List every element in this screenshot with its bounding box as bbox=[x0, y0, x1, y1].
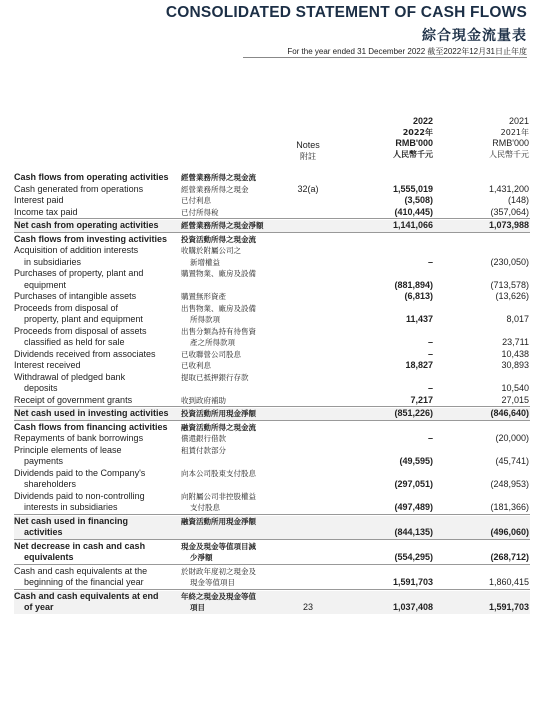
row-label-en: Cash generated from operations bbox=[14, 183, 144, 194]
table-row bbox=[14, 207, 530, 219]
value-2022: (844,135) bbox=[394, 527, 433, 537]
row-label-zh: 租賃付款部分 bbox=[181, 445, 226, 455]
row-label-zh: 項目 bbox=[190, 603, 205, 612]
row-label-zh: 融資活動所用現金淨額 bbox=[181, 516, 256, 526]
value-2021: 30,893 bbox=[501, 360, 529, 370]
row-label-zh: 少淨額 bbox=[190, 553, 213, 562]
row-label-zh: 已付所得稅 bbox=[181, 207, 219, 217]
table-row bbox=[14, 303, 530, 315]
row-label-en: beginning of the financial year bbox=[24, 577, 144, 587]
row-divider bbox=[14, 218, 530, 219]
notes-label: Notes bbox=[296, 140, 320, 150]
statement-subtitle: For the year ended 31 December 2022 截至2022年12月31日止年度 bbox=[287, 47, 527, 56]
table-row bbox=[14, 314, 530, 326]
row-label-en: Cash flows from operating activities bbox=[14, 172, 169, 182]
value-2022: (410,445) bbox=[394, 206, 433, 217]
row-label-en: Income tax paid bbox=[14, 206, 78, 217]
value-2021: 1,431,200 bbox=[488, 183, 529, 194]
row-label-en: interests in subsidiaries bbox=[24, 502, 118, 512]
value-2022: – bbox=[427, 256, 433, 267]
value-2022: 11,437 bbox=[405, 314, 433, 324]
value-2021: (13,626) bbox=[495, 291, 529, 301]
unit-2021: RMB'000 bbox=[492, 138, 529, 148]
table-row bbox=[14, 516, 530, 528]
table-row bbox=[14, 172, 530, 184]
table-row bbox=[14, 349, 530, 361]
value-2022: (49,595) bbox=[399, 456, 433, 466]
row-label-zh: 收購於附屬公司之 bbox=[181, 246, 241, 255]
row-divider bbox=[14, 232, 530, 233]
row-label-zh: 償還銀行借款 bbox=[181, 434, 226, 443]
row-label-en: Withdrawal of pledged bank bbox=[14, 371, 126, 382]
row-label-zh: 經營業務所得之現金淨額 bbox=[181, 221, 264, 230]
row-label-zh: 出售分類為持有待售資 bbox=[181, 326, 256, 336]
row-divider bbox=[14, 406, 530, 407]
row-note: 23 bbox=[302, 602, 313, 612]
row-divider bbox=[14, 564, 530, 565]
value-2021: (148) bbox=[507, 195, 529, 205]
notes-label-zh: 附註 bbox=[300, 152, 316, 161]
table-row bbox=[14, 456, 530, 468]
row-label-en: Purchases of property, plant and bbox=[14, 268, 144, 278]
row-label-zh: 向附屬公司非控股權益 bbox=[181, 491, 256, 501]
row-label-en: Net cash from operating activities bbox=[14, 220, 159, 230]
value-2021: 1,591,703 bbox=[488, 602, 529, 612]
row-label-zh: 投資活動所得之現金流 bbox=[181, 234, 256, 244]
table-row bbox=[14, 234, 530, 246]
value-2021: 1,860,415 bbox=[488, 577, 529, 587]
row-label-zh: 已收聯營公司股息 bbox=[181, 349, 241, 359]
row-divider bbox=[14, 589, 530, 590]
row-label-en: Cash and cash equivalents at the bbox=[14, 565, 148, 576]
row-label-zh: 購置無形資產 bbox=[181, 292, 226, 301]
row-label-zh: 新增權益 bbox=[190, 257, 220, 267]
row-label-zh: 購置物業、廠房及設備 bbox=[181, 269, 256, 278]
table-row bbox=[14, 527, 530, 539]
row-label-en: Interest paid bbox=[14, 195, 64, 205]
row-label-zh: 融資活動所得之現金流 bbox=[181, 422, 256, 432]
row-label-zh: 提取已抵押銀行存款 bbox=[181, 372, 249, 382]
table-row bbox=[14, 445, 530, 457]
table-row bbox=[14, 566, 530, 578]
year-2021-zh: 2021年 bbox=[500, 128, 529, 137]
row-label-en: equipment bbox=[24, 279, 67, 290]
row-label-en: payments bbox=[24, 456, 64, 466]
table-row bbox=[14, 383, 530, 395]
row-label-zh: 經營業務所得之現金流 bbox=[181, 173, 256, 182]
statement-title-zh: 綜合現金流量表 bbox=[422, 28, 527, 44]
table-row bbox=[14, 280, 530, 292]
table-row bbox=[14, 541, 530, 553]
unit-2022: RMB'000 bbox=[395, 138, 433, 148]
table-row bbox=[14, 337, 530, 349]
value-2022: (3,508) bbox=[404, 195, 433, 205]
row-label-en: Dividends paid to non-controlling bbox=[14, 490, 145, 501]
table-row bbox=[14, 577, 530, 589]
row-label-en: shareholders bbox=[24, 479, 77, 489]
row-label-en: Proceeds from disposal of bbox=[14, 302, 119, 313]
row-label-zh: 投資活動所用現金淨額 bbox=[181, 409, 256, 418]
table-row bbox=[14, 479, 530, 491]
row-label-zh: 現金及現金等值項目減 bbox=[181, 541, 256, 551]
year-2022-zh: 2022年 bbox=[402, 128, 433, 137]
value-2022: 7,217 bbox=[410, 394, 433, 405]
table-row bbox=[14, 408, 530, 420]
table-row bbox=[14, 552, 530, 564]
row-label-zh: 所得款項 bbox=[190, 315, 220, 324]
value-2022: – bbox=[427, 383, 433, 393]
table-row bbox=[14, 195, 530, 207]
row-label-en: Cash flows from financing activities bbox=[14, 421, 168, 432]
value-2022: 1,037,408 bbox=[392, 602, 433, 612]
row-label-zh: 已付利息 bbox=[181, 196, 211, 205]
row-label-en: Net decrease in cash and cash bbox=[14, 540, 146, 551]
row-label-en: classified as held for sale bbox=[24, 337, 125, 347]
row-label-en: Dividends received from associates bbox=[14, 348, 156, 359]
row-label-en: Purchases of intangible assets bbox=[14, 291, 137, 301]
row-label-en: Proceeds from disposal of assets bbox=[14, 325, 147, 336]
row-label-zh: 已收利息 bbox=[181, 361, 211, 370]
table-row bbox=[14, 395, 530, 407]
value-2021: 27,015 bbox=[501, 394, 529, 405]
table-row bbox=[14, 184, 530, 196]
row-divider bbox=[14, 420, 530, 421]
row-note: 32(a) bbox=[297, 183, 319, 194]
table-row bbox=[14, 422, 530, 434]
cash-flow-table bbox=[14, 172, 530, 614]
row-label-zh: 向本公司股東支付股息 bbox=[181, 468, 256, 478]
value-2021: (268,712) bbox=[490, 552, 529, 562]
row-label-en: of year bbox=[24, 602, 54, 612]
table-row bbox=[14, 468, 530, 480]
row-label-en: activities bbox=[24, 527, 63, 537]
value-2021: (496,060) bbox=[490, 527, 529, 537]
value-2022: 1,141,066 bbox=[392, 220, 433, 230]
row-label-en: equivalents bbox=[24, 552, 74, 562]
row-label-zh: 收到政府補助 bbox=[181, 395, 226, 405]
value-2022: – bbox=[427, 433, 433, 443]
row-label-en: Net cash used in investing activities bbox=[14, 408, 169, 418]
row-label-en: deposits bbox=[24, 383, 58, 393]
row-label-en: Cash flows from investing activities bbox=[14, 233, 168, 244]
row-label-zh: 年終之現金及現金等值 bbox=[181, 591, 256, 601]
table-row bbox=[14, 360, 530, 372]
row-label-zh: 現金等值項目 bbox=[190, 578, 235, 587]
year-2021: 2021 bbox=[508, 116, 529, 126]
value-2022: 18,827 bbox=[405, 360, 433, 370]
value-2021: 10,438 bbox=[501, 348, 529, 359]
title-rule bbox=[243, 57, 527, 58]
row-label-en: Dividends paid to the Company's bbox=[14, 467, 146, 478]
row-label-zh: 出售物業、廠房及設備 bbox=[181, 303, 256, 313]
table-row bbox=[14, 257, 530, 269]
statement-title: CONSOLIDATED STATEMENT OF CASH FLOWS bbox=[165, 4, 527, 21]
row-label-zh: 產之所得款項 bbox=[190, 338, 235, 347]
table-row bbox=[14, 326, 530, 338]
row-label-en: Net cash used in financing bbox=[14, 515, 129, 526]
row-label-en: in subsidiaries bbox=[24, 256, 82, 267]
value-2021: (20,000) bbox=[495, 433, 529, 443]
unit-2022-zh: 人民幣千元 bbox=[393, 150, 433, 159]
table-row bbox=[14, 245, 530, 257]
row-label-en: Repayments of bank borrowings bbox=[14, 433, 144, 443]
value-2021: (846,640) bbox=[490, 408, 529, 418]
value-2022: (497,489) bbox=[394, 502, 433, 512]
table-row bbox=[14, 591, 530, 603]
value-2022: – bbox=[427, 337, 433, 347]
value-2022: (6,813) bbox=[404, 291, 433, 301]
value-2021: (45,741) bbox=[495, 456, 529, 466]
value-2022: 1,555,019 bbox=[392, 183, 433, 194]
row-label-zh: 於財政年度初之現金及 bbox=[181, 566, 256, 576]
value-2022: (881,894) bbox=[394, 279, 433, 290]
row-label-zh: 支付股息 bbox=[190, 503, 220, 512]
value-2021: (713,578) bbox=[490, 279, 529, 290]
column-header-2021 bbox=[455, 116, 529, 160]
row-divider bbox=[14, 514, 530, 515]
table-row bbox=[14, 602, 530, 614]
table-row bbox=[14, 491, 530, 503]
row-label-en: Acquisition of addition interests bbox=[14, 245, 139, 255]
value-2022: (851,226) bbox=[394, 408, 433, 418]
column-header-2022 bbox=[360, 116, 433, 160]
row-label-en: Principle elements of lease bbox=[14, 444, 122, 455]
value-2021: 1,073,988 bbox=[488, 220, 529, 230]
value-2021: 23,711 bbox=[502, 337, 529, 347]
table-row bbox=[14, 220, 530, 232]
unit-2021-zh: 人民幣千元 bbox=[489, 150, 529, 159]
table-row bbox=[14, 372, 530, 384]
value-2022: (554,295) bbox=[394, 552, 433, 562]
value-2022: 1,591,703 bbox=[392, 577, 433, 587]
row-label-zh: 經營業務所得之現金 bbox=[181, 184, 249, 194]
value-2021: 10,540 bbox=[501, 383, 529, 393]
table-row bbox=[14, 502, 530, 514]
column-header-notes bbox=[290, 140, 326, 162]
row-divider bbox=[14, 539, 530, 540]
value-2022: (297,051) bbox=[394, 479, 433, 489]
value-2021: 8,017 bbox=[506, 314, 529, 324]
table-row bbox=[14, 433, 530, 445]
year-2022: 2022 bbox=[412, 116, 433, 126]
row-label-en: Receipt of government grants bbox=[14, 394, 133, 405]
value-2021: (248,953) bbox=[490, 479, 529, 489]
table-row bbox=[14, 291, 530, 303]
table-row bbox=[14, 268, 530, 280]
value-2022: – bbox=[427, 348, 433, 359]
row-label-en: Cash and cash equivalents at end bbox=[14, 590, 159, 601]
value-2021: (181,366) bbox=[490, 502, 529, 512]
row-label-en: Interest received bbox=[14, 360, 81, 370]
row-label-en: property, plant and equipment bbox=[24, 314, 143, 324]
value-2021: (357,064) bbox=[490, 206, 529, 217]
value-2021: (230,050) bbox=[490, 256, 529, 267]
